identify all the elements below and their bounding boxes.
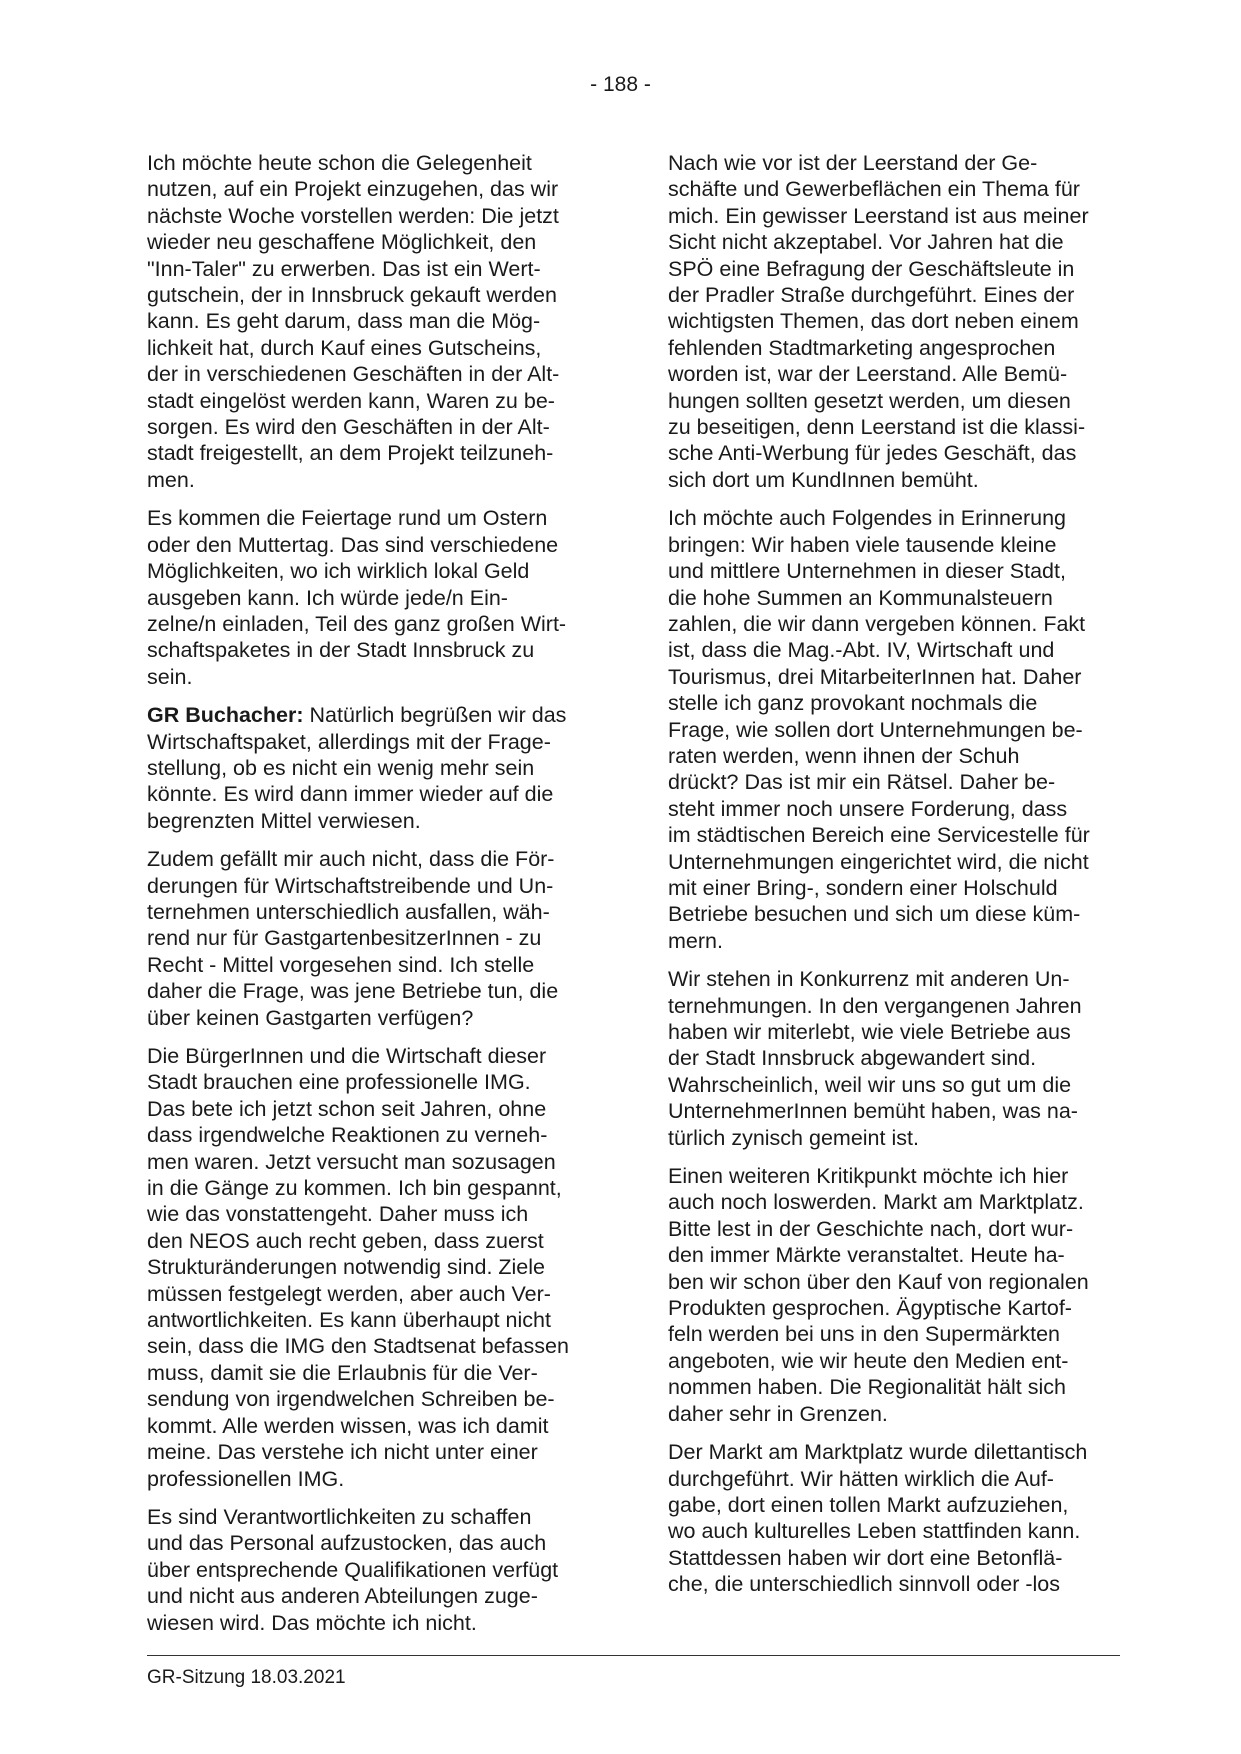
paragraph: Wir stehen in Konkurrenz mit anderen Un- ternehmungen. In den vergangenen Jahren haben wir miterlebt, wie viele Betriebe aus der Stadt Innsbruck abgewandert sind. Wahrscheinlich, weil wir uns so gut um die UnternehmerInnen bemüht haben, was na- türlich zynisch gemeint ist. bbox=[668, 967, 1082, 1150]
paragraph: Der Markt am Marktplatz wurde dilettantisch durchgeführt. Wir hätten wirklich die Auf- gabe, dort einen tollen Markt aufzuziehen, wo auch kulturelles Leben stattfinden kann. Stattdessen haben wir dort eine Betonflä- che, die unterschiedlich sinnvoll oder -los bbox=[668, 1440, 1088, 1597]
left-column bbox=[147, 150, 599, 1648]
paragraph: Es sind Verantwortlichkeiten zu schaffen und das Personal aufzustocken, das auch über entsprechende Qualifikationen verfügt und nicht aus anderen Abteilungen zuge- wiesen wird. Das möchte ich nicht. bbox=[147, 1504, 559, 1635]
paragraph: Es kommen die Feiertage rund um Ostern oder den Muttertag. Das sind verschiedene Möglichkeiten, wo ich wirklich lokal Geld ausgeben kann. Ich würde jede/n Ein- zelne/n einladen, Teil des ganz großen Wirt- schaftspaketes in der Stadt Innsbruck zu sein. bbox=[147, 506, 567, 689]
paragraph: Einen weiteren Kritikpunkt möchte ich hier auch noch loswerden. Markt am Marktplatz. Bitte lest in der Geschichte nach, dort wur- den immer Märkte veranstaltet. Heute ha- ben wir schon über den Kauf von regionalen Produkten gesprochen. Ägyptische Kartof- feln werden bei uns in den Supermärkten angeboten, wie wir heute den Medien ent- nommen haben. Die Regionalität hält sich daher sehr in Grenzen. bbox=[668, 1164, 1089, 1426]
speech-text: Natürlich begrüßen wir das Wirtschaftspaket, allerdings mit der Frage- stellung, ob es nicht ein wenig mehr sein könnte. Es wird dann immer wieder auf die begrenzten Mittel verwiesen. bbox=[147, 703, 567, 833]
footer-session-date: GR-Sitzung 18.03.2021 bbox=[147, 1667, 346, 1688]
footer-divider bbox=[147, 1655, 1120, 1656]
paragraph: Zudem gefällt mir auch nicht, dass die För- derungen für Wirtschaftstreibende und Un- ternehmen unterschiedlich ausfallen, wäh- rend nur für GastgartenbesitzerInnen - zu Recht - Mittel vorgesehen sind. Ich stelle daher die Frage, was jene Betriebe tun, die über keinen Gastgarten verfügen? bbox=[147, 847, 559, 1030]
right-column bbox=[668, 150, 1120, 1610]
speaker-name: GR Buchacher: bbox=[147, 703, 304, 728]
paragraph bbox=[147, 702, 599, 834]
paragraph: Die BürgerInnen und die Wirtschaft dieser Stadt brauchen eine professionelle IMG. Das bete ich jetzt schon seit Jahren, ohne dass irgendwelche Reaktionen zu verneh- men waren. Jetzt versucht man sozusagen in die Gänge zu kommen. Ich bin gespannt, wie das vonstattengeht. Daher muss ich den NEOS auch recht geben, dass zuerst Strukturänderungen notwendig sind. Ziele müssen festgelegt werden, aber auch Ver- antwortlichkeiten. Es kann überhaupt nicht sein, dass die IMG den Stadtsenat befassen muss, damit sie die Erlaubnis für die Ver- sendung von irgendwelchen Schreiben be- kommt. Alle werden wissen, was ich damit meine. Das verstehe ich nicht unter einer professionellen IMG. bbox=[147, 1044, 569, 1491]
paragraph: Ich möchte auch Folgendes in Erinnerung bringen: Wir haben viele tausende kleine und mittlere Unternehmen in dieser Stadt, die hohe Summen an Kommunalsteuern zahlen, die wir dann vergeben können. Fakt ist, dass die Mag.-Abt. IV, Wirtschaft und Tourismus, drei MitarbeiterInnen hat. Daher stelle ich ganz provokant nochmals die Frage, wie sollen dort Unternehmungen be- raten werden, wenn ihnen der Schuh drückt? Das ist mir ein Rätsel. Daher be- steht immer noch unsere Forderung, dass im städtischen Bereich eine Servicestelle für Unternehmungen eingerichtet wird, die nicht mit einer Bring-, sondern einer Holschuld Betriebe besuchen und sich um diese küm- mern. bbox=[668, 506, 1090, 953]
paragraph: Nach wie vor ist der Leerstand der Ge- schäfte und Gewerbeflächen ein Thema für mich. Ein gewisser Leerstand ist aus meiner Sicht nicht akzeptabel. Vor Jahren hat die SPÖ eine Befragung der Geschäftsleute in der Pradler Straße durchgeführt. Eines der wichtigsten Themen, das dort neben einem fehlenden Stadtmarketing angesprochen worden ist, war der Leerstand. Alle Bemü- hungen sollten gesetzt werden, um diesen zu beseitigen, denn Leerstand ist die klassi- sche Anti-Werbung für jedes Geschäft, das sich dort um KundInnen bemüht. bbox=[668, 151, 1089, 492]
page-number: - 188 - bbox=[590, 73, 651, 96]
paragraph: Ich möchte heute schon die Gelegenheit nutzen, auf ein Projekt einzugehen, das wir nächste Woche vorstellen werden: Die jetzt wieder neu geschaffene Möglichkeit, den "Inn-Taler" zu erwerben. Das ist ein Wert- gutschein, der in Innsbruck gekauft werden kann. Es geht darum, dass man die Mög- lichkeit hat, durch Kauf eines Gutscheins, der in verschiedenen Geschäften in der Alt- stadt eingelöst werden kann, Waren zu be- sorgen. Es wird den Geschäften in der Alt- stadt freigestellt, an dem Projekt teilzuneh- men. bbox=[147, 151, 560, 492]
